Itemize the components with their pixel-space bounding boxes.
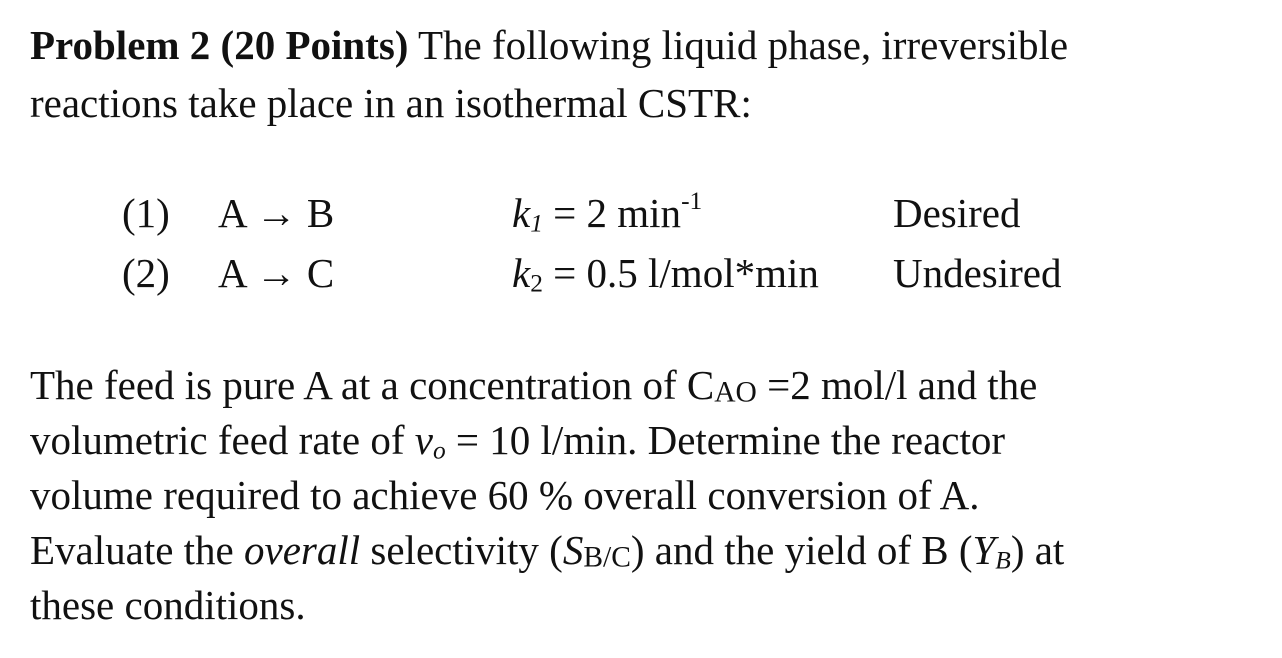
problem-intro-line-2: reactions take place in an isothermal CSTR:: [30, 80, 752, 126]
rate-constant-exponent: -1: [681, 187, 703, 216]
paragraph-line-2: [30, 417, 1006, 465]
reaction-number: (2): [122, 250, 170, 296]
paragraph-line-1: [30, 362, 1038, 409]
reaction-equation: A → C: [218, 250, 335, 296]
rate-constant: [512, 250, 819, 298]
yield-symbol: Y: [972, 527, 996, 573]
problem-heading: Problem 2 (20 Points): [30, 22, 409, 68]
flow-rate-subscript: o: [432, 436, 446, 465]
concentration-subscript: AO: [714, 376, 757, 409]
paragraph-line-5: these conditions.: [30, 582, 306, 628]
rate-constant: [512, 187, 703, 238]
reaction-equation: A → B: [218, 190, 335, 236]
paragraph-text: selectivity (: [360, 527, 563, 573]
yield-subscript: B: [995, 546, 1011, 575]
rate-constant-value: = 0.5 l/mol*min: [553, 250, 819, 296]
emphasis-text: overall: [244, 527, 361, 573]
problem-intro-line-1: [30, 22, 1069, 68]
rate-constant-subscript: 2: [530, 269, 543, 298]
reaction-row: [0, 250, 1282, 303]
paragraph-text: Evaluate the: [30, 527, 245, 573]
reaction-number: (1): [122, 190, 170, 236]
paragraph-text: volumetric feed rate of: [30, 417, 415, 463]
selectivity-subscript: B/C: [583, 541, 631, 574]
paragraph-text: The feed is pure A at a concentration of C: [30, 362, 715, 408]
rate-constant-value: = 2 min: [553, 190, 682, 236]
rate-constant-symbol: k: [512, 190, 531, 236]
paragraph-text: =2 mol/l and the: [756, 362, 1038, 408]
selectivity-symbol: S: [562, 527, 584, 573]
paragraph-line-4: [30, 527, 1065, 575]
paragraph-text: = 10 l/min. Determine the reactor: [445, 417, 1006, 463]
rate-constant-subscript: 1: [530, 209, 543, 238]
reaction-tag: Desired: [893, 190, 1021, 236]
reaction-row: [0, 187, 1282, 243]
rate-constant-symbol: k: [512, 250, 531, 296]
paragraph-line-3: volume required to achieve 60 % overall conversion of A.: [30, 472, 980, 518]
flow-rate-symbol: v: [414, 417, 433, 463]
intro-text-1: The following liquid phase, irreversible: [417, 22, 1069, 68]
paragraph-text: ) at: [1010, 527, 1065, 573]
reaction-tag: Undesired: [893, 250, 1062, 296]
paragraph-text: ) and the yield of B (: [630, 527, 973, 573]
